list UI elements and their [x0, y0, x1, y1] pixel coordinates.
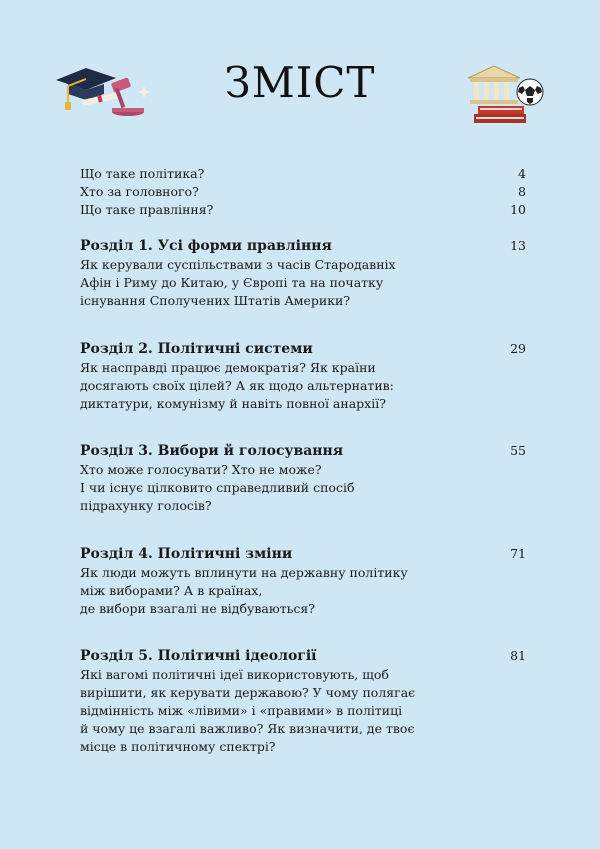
chapter-description-line: відмінність між «лівими» і «правими» в політиці — [80, 703, 403, 718]
chapter-description — [80, 666, 416, 756]
toc-entry-page: 10 — [510, 202, 526, 217]
graduation-cap-and-gavel-icon — [54, 62, 154, 124]
chapter-description-line: Афін і Риму до Китаю, у Європі та на початку — [80, 275, 384, 290]
chapter-entry-2[interactable] — [80, 339, 526, 413]
toc-entry-label: Що таке правління? — [80, 202, 214, 217]
toc-entry[interactable] — [80, 165, 526, 183]
chapter-description-line: й чому це взагалі важливо? Як визначити, де твоє — [80, 721, 415, 736]
chapter-description-line: досягають своїх цілей? А як щодо альтернатив: — [80, 378, 394, 393]
chapter-description-line: диктатури, комунізму й навіть повної анархії? — [80, 396, 386, 411]
toc-entry-page: 4 — [518, 166, 526, 181]
chapter-description-line: вирішити, як керувати державою? У чому полягає — [80, 685, 416, 700]
chapter-description-line: Як насправді працює демократія? Як країни — [80, 360, 376, 375]
chapter-title: Розділ 1. Усі форми правління — [80, 238, 332, 254]
chapter-description — [80, 564, 410, 618]
chapter-description-line: існування Сполучених Штатів Америки? — [80, 293, 351, 308]
page-title: ЗМІСТ — [224, 58, 376, 107]
chapter-description-line: Як керували суспільствами з часів Стародавніх — [80, 257, 396, 272]
chapter-description-line: І чи існує цілковито справедливий спосіб — [80, 480, 355, 495]
chapter-entry-3[interactable] — [80, 441, 526, 515]
chapter-entry-1[interactable] — [80, 236, 526, 310]
toc-entry-page: 8 — [518, 184, 526, 199]
chapter-description-line: місце в політичному спектрі? — [80, 739, 276, 754]
chapter-description-line: між виборами? А в країнах, — [80, 583, 263, 598]
chapter-page: 71 — [510, 546, 526, 561]
chapter-entry-4[interactable] — [80, 544, 526, 618]
toc-entry[interactable] — [80, 183, 526, 201]
chapter-page: 29 — [510, 341, 526, 356]
chapter-page: 13 — [510, 238, 526, 253]
chapter-description — [80, 359, 410, 413]
toc-entry-label: Хто за головного? — [80, 184, 199, 199]
toc-entry[interactable] — [80, 201, 526, 219]
chapter-description-line: підрахунку голосів? — [80, 498, 212, 513]
chapter-description-line: де вибори взагалі не відбуваються? — [80, 601, 316, 616]
chapter-description-line: Як люди можуть вплинути на державну політику — [80, 565, 408, 580]
chapter-description — [80, 256, 410, 310]
chapter-title: Розділ 3. Вибори й голосування — [80, 443, 344, 459]
chapter-description-line: Хто може голосувати? Хто не може? — [80, 462, 322, 477]
chapter-page: 55 — [510, 443, 526, 458]
chapter-description — [80, 461, 410, 515]
courthouse-books-football-icon — [464, 62, 548, 128]
chapter-title: Розділ 2. Політичні системи — [80, 341, 313, 357]
chapter-entry-5[interactable] — [80, 646, 526, 756]
toc-entry-label: Що таке політика? — [80, 166, 205, 181]
chapter-title: Розділ 5. Політичні ідеології — [80, 648, 317, 664]
chapter-description-line: Які вагомі політичні ідеї використовують, щоб — [80, 667, 389, 682]
chapter-title: Розділ 4. Політичні зміни — [80, 546, 293, 562]
chapter-page: 81 — [510, 648, 526, 663]
